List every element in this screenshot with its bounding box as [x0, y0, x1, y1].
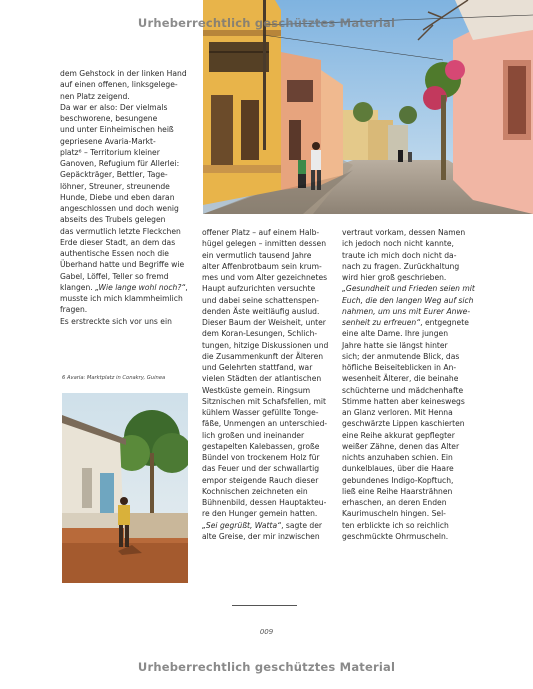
village-photo [62, 393, 188, 583]
text-line [342, 385, 474, 396]
text-line [342, 238, 474, 249]
text-span: sich; der anmutende Blick, das [342, 351, 460, 361]
text-span: weißer Zähne, denen das Alter [342, 441, 460, 451]
text-span: geschmückte Ohrmuscheln. [342, 531, 449, 541]
text-line [342, 418, 474, 429]
text-span: wird hier groß geschrieben. [342, 273, 447, 282]
text-line [202, 340, 336, 351]
text-span: an Glanz verloren. Mit Henna [342, 408, 453, 417]
text-span: fäße, Unmengen an unterschied- [202, 419, 328, 429]
text-line [202, 520, 336, 531]
italic-quote: „Sei gegrüßt, Watta“ [202, 520, 282, 530]
text-line [60, 304, 190, 315]
text-span: die Zusammenkunft der Älteren [202, 351, 324, 361]
text-line [60, 214, 190, 225]
text-line [202, 283, 336, 294]
text-span: schüchterne und mädchenhafte [342, 385, 464, 395]
text-span: , [185, 282, 188, 292]
text-line [60, 192, 190, 203]
text-line [60, 158, 190, 169]
text-column-1 [60, 68, 190, 327]
text-line [342, 520, 474, 531]
text-line [202, 441, 336, 452]
text-span: wesenheit Älterer, die beinahe [342, 374, 459, 384]
text-line [202, 317, 336, 328]
text-line [202, 328, 336, 339]
text-span: Kaurimuscheln hingen. Sel- [342, 509, 446, 519]
text-span: gebundenes Indigo-Kopftuch, [342, 475, 454, 485]
text-line [202, 452, 336, 463]
text-span: nichts anzuhaben schien. Ein [342, 453, 453, 462]
footnote-caption: 6 Avaria: Marktplatz in Conakry, Guinea [62, 375, 166, 381]
text-span: re den Hunger gemein hatten. [202, 509, 318, 519]
footer-rule [232, 605, 297, 606]
text-span: ließ eine Reihe Haarsträhnen [342, 486, 453, 496]
text-line [202, 531, 336, 542]
text-span: kühlem Wasser gefüllte Tonge- [202, 408, 319, 417]
text-span: authentische Essen noch die [60, 249, 169, 258]
text-span: tungen, hitzige Diskussionen und [202, 340, 329, 350]
text-span: dunkelblaues, über die Haare [342, 464, 454, 474]
text-line [202, 227, 336, 238]
text-line [60, 237, 190, 248]
text-span: löhner, Streuner, streunende [60, 181, 170, 191]
text-span: Kochnischen zeichneten ein [202, 486, 308, 496]
text-line [202, 497, 336, 508]
text-span: und dabei seine schattenspen- [202, 295, 320, 305]
text-span: Gepäckträger, Bettler, Tage- [60, 170, 168, 180]
text-span: empor steigende Rauch dieser [202, 475, 319, 485]
watermark-bottom: Urheberrechtlich geschütztes Material [137, 660, 396, 674]
text-span: ten erblickte ich so reichlich [342, 520, 449, 530]
text-span: vertraut vorkam, dessen Namen [342, 228, 466, 237]
text-line [202, 238, 336, 249]
text-line [342, 250, 474, 261]
text-line [342, 430, 474, 441]
text-line [60, 203, 190, 214]
text-span: Gabel, Löffel, Teller so fremd [60, 271, 169, 281]
text-span: offener Platz – auf einem Halb- [202, 228, 320, 237]
text-span: alte Greise, der mir inzwischen [202, 531, 320, 541]
text-span: nach zu fragen. Zurückhaltung [342, 261, 460, 271]
text-span: Bühnenbild, dessen Hauptakteu- [202, 498, 327, 507]
text-span: abseits des Trubels gelegen [60, 215, 166, 225]
text-line [202, 351, 336, 362]
text-span: angeschlossen und doch wenig [60, 204, 179, 213]
text-line [202, 430, 336, 441]
italic-quote: „Wie lange wohl noch?“ [95, 282, 186, 292]
text-span: mes und vom Alter gezeichnetes [202, 273, 328, 282]
street-photo [203, 0, 533, 214]
text-span: dem Gehstock in der linken Hand [60, 69, 187, 78]
text-span: alter Affenbrotbaum sein krum- [202, 261, 322, 271]
text-line [60, 79, 190, 90]
italic-quote: „Gesundheit und Frieden seien mit [342, 284, 475, 294]
text-line [60, 282, 190, 293]
text-line [202, 306, 336, 317]
text-line [342, 396, 474, 407]
text-line [342, 508, 474, 519]
text-span: beschworene, besungene [60, 114, 158, 123]
italic-quote: Euch, die den langen Weg auf sich [342, 295, 474, 305]
text-line [342, 362, 474, 373]
text-span: denden Äste weitläufig auslud. [202, 306, 320, 316]
text-line [202, 385, 336, 396]
text-span: lich großen und ineinander [202, 430, 305, 440]
text-line [342, 272, 474, 283]
text-line [342, 486, 474, 497]
text-line [342, 261, 474, 272]
text-line [202, 295, 336, 306]
text-span: Westküste gemein. Ringsum [202, 385, 311, 395]
text-line [342, 475, 474, 486]
text-line [60, 102, 190, 113]
text-line [60, 293, 190, 304]
text-line [342, 463, 474, 474]
text-span: Es erstreckte sich vor uns ein [60, 316, 172, 326]
text-line [202, 261, 336, 272]
text-span: eine alte Dame. Ihre jungen [342, 329, 449, 339]
text-span: gepriesene Avaria-Markt- [60, 136, 156, 146]
text-span: eine Reihe akkurat gepflegter [342, 430, 455, 440]
text-span: musste ich mich klammheimlich [60, 294, 183, 303]
text-line [202, 508, 336, 519]
text-span: Dieser Baum der Weisheit, unter [202, 318, 326, 327]
text-span: geschwärzte Lippen kaschierten [342, 419, 465, 429]
text-line [342, 452, 474, 463]
text-span: auf einen offenen, linksgelege- [60, 80, 178, 90]
text-line [202, 272, 336, 283]
text-span: Sitznischen mit Schafsfellen, mit [202, 396, 327, 406]
text-column-3 [342, 227, 474, 542]
text-line [342, 497, 474, 508]
text-line [60, 316, 190, 327]
text-line [60, 147, 190, 158]
text-line [342, 227, 474, 238]
text-span: Erde dieser Stadt, an dem das [60, 237, 176, 247]
text-span: das vermutlich letzte Fleckchen [60, 226, 181, 236]
text-span: und Gelehrten stattfand, war [202, 363, 313, 372]
text-line [60, 136, 190, 147]
text-line [342, 373, 474, 384]
text-span: und unter Einheimischen heiß [60, 125, 174, 135]
text-line [342, 306, 474, 317]
text-line [342, 531, 474, 542]
text-span: ich jedoch noch nicht kannte, [342, 239, 454, 249]
text-line [202, 250, 336, 261]
page-number: 009 [259, 628, 274, 636]
text-span: erhaschen, an deren Enden [342, 498, 447, 507]
text-line [60, 124, 190, 135]
text-line [60, 91, 190, 102]
text-column-2 [202, 227, 336, 542]
text-span: höfliche Beiseiteblicken in An- [342, 363, 457, 372]
text-span: Da war er also: Der vielmals [60, 102, 168, 112]
text-line [342, 441, 474, 452]
italic-quote: senheit zu erfreuen“ [342, 318, 421, 327]
text-span: traute ich mich doch nicht da- [342, 250, 457, 260]
text-span: das Feuer und der schwallartig [202, 464, 320, 474]
text-span: Haupt aufzurichten versuchte [202, 284, 316, 294]
text-line [202, 373, 336, 384]
text-line [202, 463, 336, 474]
text-line [202, 418, 336, 429]
text-line [202, 407, 336, 418]
text-span: hügel gelegen – inmitten dessen [202, 239, 327, 249]
text-span: klangen. [60, 282, 96, 292]
text-line [60, 248, 190, 259]
text-line [60, 169, 190, 180]
text-line [342, 407, 474, 418]
text-span: gestapelten Kalebassen, große [202, 441, 320, 451]
italic-quote: nahmen, um uns mit Eurer Anwe- [342, 306, 471, 316]
text-span: dem Koran-Lesungen, Schlich- [202, 329, 318, 339]
text-span: nen Platz zeigend. [60, 91, 130, 101]
text-line [60, 68, 190, 79]
text-line [342, 351, 474, 362]
text-span: Bündel von trockenem Holz für [202, 453, 320, 462]
text-line [342, 317, 474, 328]
text-line [202, 486, 336, 497]
text-span: , entgegnete [420, 318, 469, 327]
text-line [342, 328, 474, 339]
text-span: Überhand hatte und Begriffe wie [60, 260, 185, 270]
text-line [60, 259, 190, 270]
text-line [202, 362, 336, 373]
text-line [342, 295, 474, 306]
text-span: Stimme hatten aber keineswegs [342, 396, 465, 406]
text-span: vielen Städten der atlantischen [202, 374, 322, 384]
text-line [342, 340, 474, 351]
text-span: Ganoven, Refugium für Allerlei: [60, 159, 180, 168]
text-span: Jahre hatte sie längst hinter [342, 340, 448, 350]
text-line [60, 271, 190, 282]
watermark-top: Urheberrechtlich geschütztes Material [137, 16, 396, 30]
text-span: platz⁶ – Territorium kleiner [60, 147, 160, 157]
text-line [60, 181, 190, 192]
text-span: fragen. [60, 305, 88, 315]
text-span: , sagte der [281, 520, 323, 530]
text-span: ein vermutlich tausend Jahre [202, 250, 312, 260]
text-line [60, 113, 190, 124]
text-line [60, 226, 190, 237]
text-line [342, 283, 474, 294]
text-span: Hunde, Diebe und eben daran [60, 192, 175, 202]
text-line [202, 475, 336, 486]
text-line [202, 396, 336, 407]
